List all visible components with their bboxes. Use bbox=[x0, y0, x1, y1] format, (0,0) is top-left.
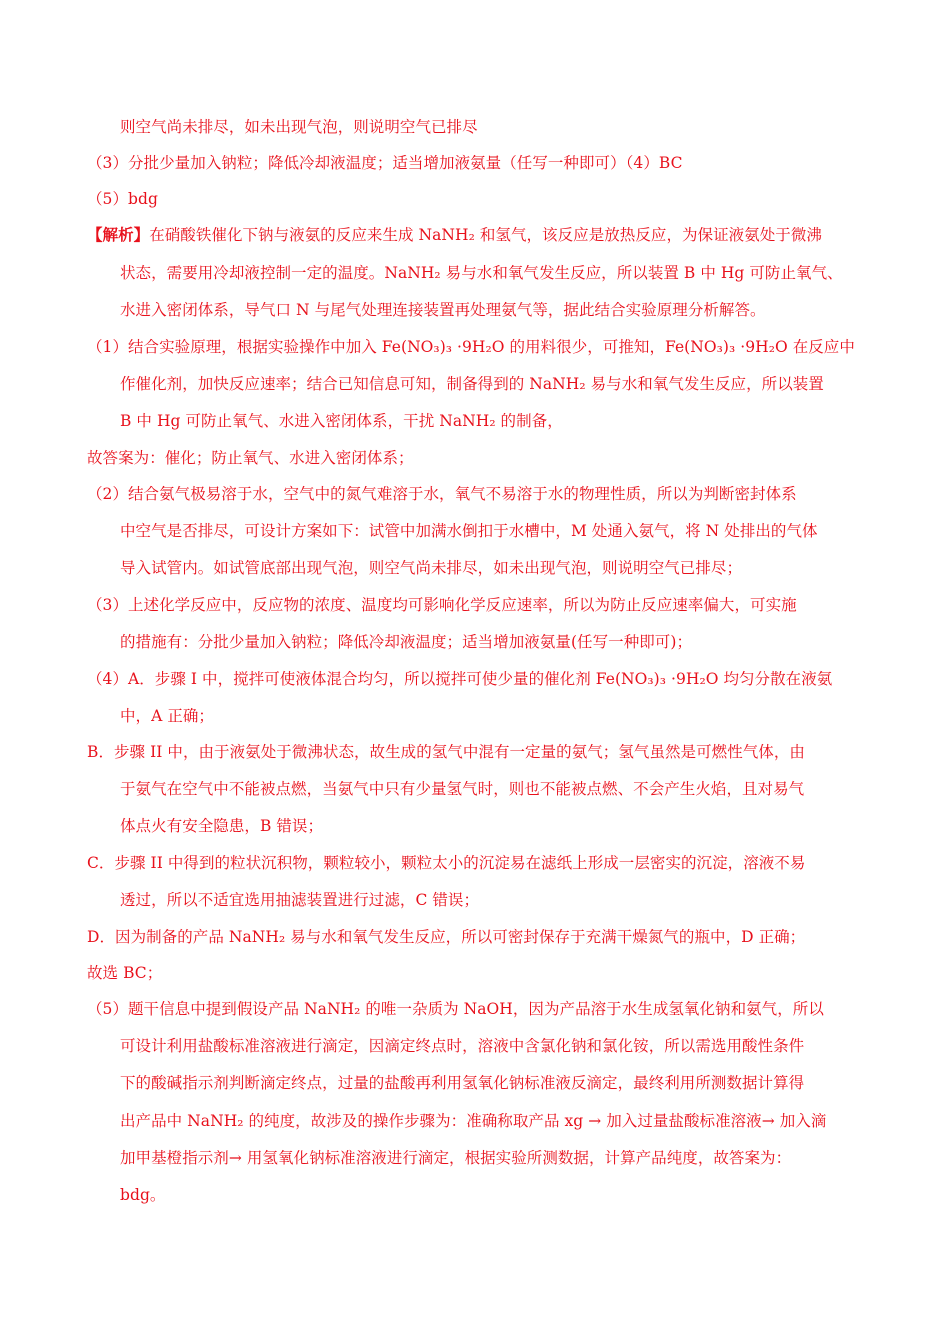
text-line: B 中 Hg 可防止氧气、水进入密闭体系，干扰 NaNH₂ 的制备， bbox=[120, 412, 563, 430]
text-line: 故选 BC； bbox=[87, 964, 163, 982]
text-line: 在硝酸铁催化下钠与液氨的反应来生成 NaNH₂ 和氢气，该反应是放热反应，为保证液氨处于微沸 bbox=[149, 226, 822, 244]
text-line: 作催化剂，加快反应速率；结合已知信息可知，制备得到的 NaNH₂ 易与水和氧气发生反应，所以装置 bbox=[120, 375, 824, 393]
text-line: （4）A．步骤 I 中，搅拌可使液体混合均匀，所以搅拌可使少量的催化剂 Fe(NO₃)₃ ·9H₂O 均匀分散在液氨 bbox=[87, 670, 833, 688]
text-line: 则空气尚未排尽，如未出现气泡，则说明空气已排尽 bbox=[120, 118, 478, 136]
text-line: 中空气是否排尽，可设计方案如下：试管中加满水倒扣于水槽中，M 处通入氨气，将 N 处排出的气体 bbox=[120, 522, 818, 540]
text-line: 状态，需要用冷却液控制一定的温度。NaNH₂ 易与水和氧气发生反应，所以装置 B 中 Hg 可防止氧气、 bbox=[120, 264, 843, 282]
text-line: （5）题干信息中提到假设产品 NaNH₂ 的唯一杂质为 NaOH，因为产品溶于水生成氢氧化钠和氨气，所以 bbox=[87, 1000, 824, 1018]
text-line: bdg。 bbox=[120, 1186, 166, 1204]
text-line: 中，A 正确； bbox=[120, 707, 214, 725]
analysis-label: 【解析】 bbox=[87, 225, 150, 244]
text-line: 出产品中 NaNH₂ 的纯度，故涉及的操作步骤为：准确称取产品 xg → 加入过量盐酸标准溶液→ 加入滴 bbox=[120, 1112, 827, 1130]
analysis-line bbox=[87, 225, 822, 245]
text-line: （3）分批少量加入钠粒；降低冷却液温度；适当增加液氨量（任写一种即可）（4）BC bbox=[87, 154, 683, 172]
text-line: （5）bdg bbox=[87, 190, 158, 208]
text-line: 故答案为：催化；防止氧气、水进入密闭体系； bbox=[87, 449, 414, 467]
text-line: 体点火有安全隐患，B 错误； bbox=[120, 817, 324, 835]
text-line: B．步骤 II 中，由于液氨处于微沸状态，故生成的氢气中混有一定量的氨气；氢气虽然是可燃性气体，由 bbox=[87, 743, 805, 761]
text-line: （1）结合实验原理，根据实验操作中加入 Fe(NO₃)₃ ·9H₂O 的用料很少，可推知，Fe(NO₃)₃ ·9H₂O 在反应中 bbox=[87, 338, 855, 356]
text-line: 的措施有：分批少量加入钠粒；降低冷却液温度；适当增加液氨量(任写一种即可)； bbox=[120, 633, 692, 651]
text-line: D．因为制备的产品 NaNH₂ 易与水和氧气发生反应，所以可密封保存于充满干燥氮气的瓶中，D 正确； bbox=[87, 928, 806, 946]
text-line: （2）结合氨气极易溶于水，空气中的氮气难溶于水，氧气不易溶于水的物理性质，所以为判断密封体系 bbox=[87, 485, 797, 503]
text-line: 加甲基橙指示剂→ 用氢氧化钠标准溶液进行滴定，根据实验所测数据，计算产品纯度，故答案为： bbox=[120, 1149, 792, 1167]
text-line: 下的酸碱指示剂判断滴定终点，过量的盐酸再利用氢氧化钠标准液反滴定，最终利用所测数据计算得 bbox=[120, 1074, 805, 1092]
text-line: C．步骤 II 中得到的粒状沉积物，颗粒较小，颗粒太小的沉淀易在滤纸上形成一层密实的沉淀，溶液不易 bbox=[87, 854, 806, 872]
text-line: 水进入密闭体系，导气口 N 与尾气处理连接装置再处理氨气等，据此结合实验原理分析解答。 bbox=[120, 301, 766, 319]
text-line: 导入试管内。如试管底部出现气泡，则空气尚未排尽，如未出现气泡，则说明空气已排尽； bbox=[120, 559, 743, 577]
text-line: （3）上述化学反应中，反应物的浓度、温度均可影响化学反应速率，所以为防止反应速率偏大，可实施 bbox=[87, 596, 797, 614]
text-line: 透过，所以不适宜选用抽滤装置进行过滤，C 错误； bbox=[120, 891, 479, 909]
text-line: 可设计利用盐酸标准溶液进行滴定，因滴定终点时，溶液中含氯化钠和氯化铵，所以需选用酸性条件 bbox=[120, 1037, 805, 1055]
text-line: 于氨气在空气中不能被点燃，当氨气中只有少量氢气时，则也不能被点燃、不会产生火焰，且对易气 bbox=[120, 780, 805, 798]
